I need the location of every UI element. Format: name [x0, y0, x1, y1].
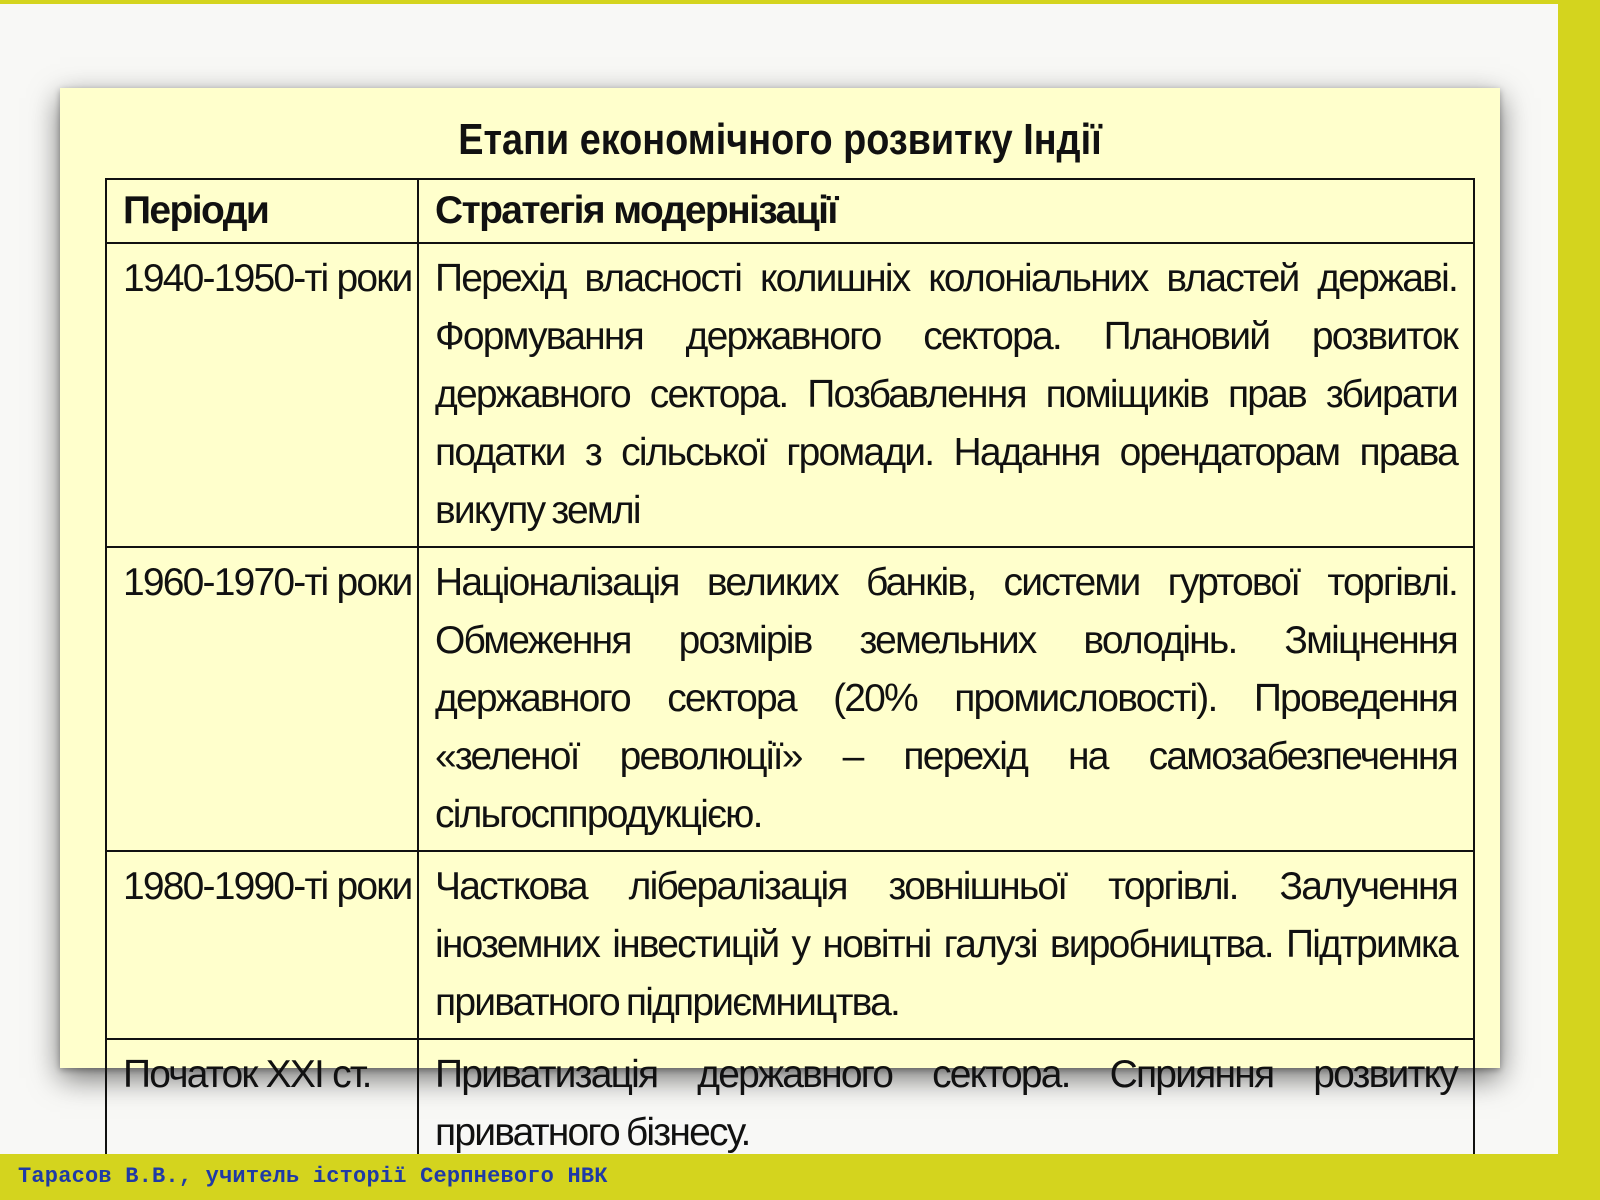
period-cell: 1980-1990-ті роки: [106, 851, 418, 1039]
table-row: [106, 1039, 1474, 1169]
right-accent-bar: [1558, 0, 1600, 1200]
strategy-cell: Перехід власності колишніх колоніальних властей державі. Формування державного сектора. Плановий розвиток державного сектора. Позбавлення поміщиків прав збирати податки з сільської громади. Надання орендаторам права викупу землі: [418, 243, 1474, 547]
header-periods: Періоди: [106, 179, 418, 243]
strategy-cell: Націоналізація великих банків, системи гуртової торгівлі. Обмеження розмірів земельних володінь. Зміцнення державного сектора (20% промисловості). Проведення «зеленої революції» – перехід на самозабезпечення сільгосппродукцією.: [418, 547, 1474, 851]
table-row: [106, 243, 1474, 547]
stages-table: [105, 178, 1475, 1170]
footer-author: Тарасов В.В., учитель історії Серпневого НВК: [18, 1164, 608, 1189]
table-row: [106, 547, 1474, 851]
period-cell: 1940-1950-ті роки: [106, 243, 418, 547]
slide-title: Етапи економічного розвитку Індії: [458, 115, 1102, 164]
table-header-row: [106, 179, 1474, 243]
period-cell: Початок XXI ст.: [106, 1039, 418, 1169]
table-row: [106, 851, 1474, 1039]
header-strategy: Стратегія модернізації: [418, 179, 1474, 243]
period-cell: 1960-1970-ті роки: [106, 547, 418, 851]
strategy-cell: Часткова лібералізація зовнішньої торгівлі. Залучення іноземних інвестицій у новітні галузі виробництва. Підтримка приватного підприємництва.: [418, 851, 1474, 1039]
content-card: [60, 88, 1500, 1154]
strategy-cell: Приватизація державного сектора. Сприяння розвитку приватного бізнесу.: [418, 1039, 1474, 1169]
